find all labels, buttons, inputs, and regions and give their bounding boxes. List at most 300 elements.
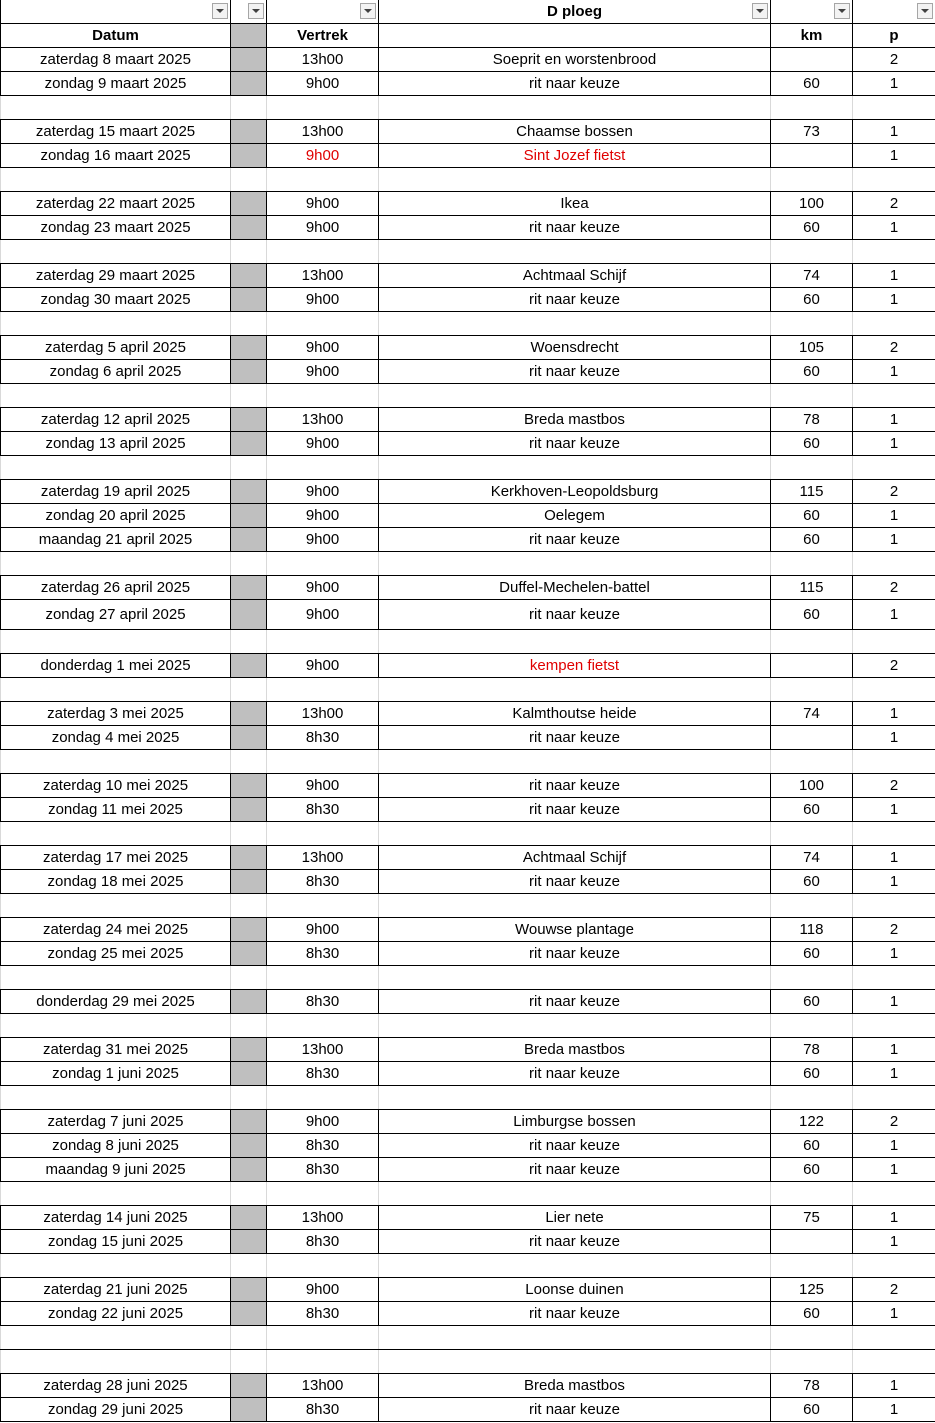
empty-cell bbox=[771, 552, 853, 576]
p-cell: 2 bbox=[853, 48, 935, 72]
km-cell bbox=[771, 654, 853, 678]
gray-cell bbox=[231, 942, 267, 966]
datum-cell: zondag 8 juni 2025 bbox=[1, 1134, 231, 1158]
route-cell: Achtmaal Schijf bbox=[379, 264, 771, 288]
p-cell: 2 bbox=[853, 774, 935, 798]
gray-cell bbox=[231, 990, 267, 1014]
vertrek-cell: 9h00 bbox=[267, 528, 379, 552]
p-cell: 1 bbox=[853, 942, 935, 966]
route-cell: Oelegem bbox=[379, 504, 771, 528]
vertrek-cell: 9h00 bbox=[267, 144, 379, 168]
p-cell: 1 bbox=[853, 798, 935, 822]
datum-cell: zondag 22 juni 2025 bbox=[1, 1302, 231, 1326]
gray-cell bbox=[231, 774, 267, 798]
empty-cell bbox=[267, 1182, 379, 1206]
route-cell: Sint Jozef fietst bbox=[379, 144, 771, 168]
vertrek-cell: 8h30 bbox=[267, 726, 379, 750]
empty-cell bbox=[231, 384, 267, 408]
datum-cell: zaterdag 15 maart 2025 bbox=[1, 120, 231, 144]
route-cell: Achtmaal Schijf bbox=[379, 846, 771, 870]
empty-cell bbox=[853, 240, 935, 264]
empty-cell bbox=[231, 312, 267, 336]
empty-cell bbox=[771, 96, 853, 120]
table-row bbox=[1, 600, 935, 630]
datum-cell: zaterdag 22 maart 2025 bbox=[1, 192, 231, 216]
km-cell: 60 bbox=[771, 1134, 853, 1158]
route-cell: rit naar keuze bbox=[379, 432, 771, 456]
vertrek-cell: 9h00 bbox=[267, 432, 379, 456]
datum-cell: zaterdag 24 mei 2025 bbox=[1, 918, 231, 942]
empty-cell bbox=[1, 894, 231, 918]
route-cell: Loonse duinen bbox=[379, 1278, 771, 1302]
empty-cell bbox=[1, 168, 231, 192]
empty-cell bbox=[853, 1326, 935, 1350]
gray-cell bbox=[231, 120, 267, 144]
km-cell: 60 bbox=[771, 1158, 853, 1182]
empty-cell bbox=[379, 966, 771, 990]
empty-cell bbox=[379, 894, 771, 918]
vertrek-cell: 13h00 bbox=[267, 702, 379, 726]
p-cell: 1 bbox=[853, 120, 935, 144]
gray-cell bbox=[231, 360, 267, 384]
gray-cell bbox=[231, 336, 267, 360]
route-cell: Soeprit en worstenbrood bbox=[379, 48, 771, 72]
route-cell: rit naar keuze bbox=[379, 600, 771, 630]
filter-dropdown-button[interactable] bbox=[752, 3, 768, 19]
p-cell: 1 bbox=[853, 1302, 935, 1326]
empty-cell bbox=[771, 1326, 853, 1350]
p-cell: 1 bbox=[853, 726, 935, 750]
p-cell: 1 bbox=[853, 1062, 935, 1086]
empty-cell bbox=[853, 678, 935, 702]
km-cell: 60 bbox=[771, 360, 853, 384]
empty-cell bbox=[853, 312, 935, 336]
empty-cell bbox=[771, 312, 853, 336]
empty-cell bbox=[267, 552, 379, 576]
table-row bbox=[1, 480, 935, 504]
route-cell: rit naar keuze bbox=[379, 288, 771, 312]
p-cell: 1 bbox=[853, 432, 935, 456]
empty-cell bbox=[379, 240, 771, 264]
p-cell: 2 bbox=[853, 480, 935, 504]
vertrek-cell: 9h00 bbox=[267, 480, 379, 504]
gray-cell bbox=[231, 264, 267, 288]
gray-cell bbox=[231, 1062, 267, 1086]
table-row bbox=[1, 1230, 935, 1254]
p-cell: 1 bbox=[853, 1230, 935, 1254]
km-cell: 78 bbox=[771, 1374, 853, 1398]
empty-cell bbox=[379, 1326, 771, 1350]
gray-cell bbox=[231, 1230, 267, 1254]
route-cell: Kerkhoven-Leopoldsburg bbox=[379, 480, 771, 504]
empty-cell bbox=[231, 966, 267, 990]
p-cell: 1 bbox=[853, 870, 935, 894]
empty-cell bbox=[231, 1014, 267, 1038]
vertrek-cell: 8h30 bbox=[267, 1134, 379, 1158]
empty-cell bbox=[231, 1254, 267, 1278]
p-cell: 1 bbox=[853, 600, 935, 630]
km-cell: 75 bbox=[771, 1206, 853, 1230]
empty-cell bbox=[267, 1086, 379, 1110]
table-row bbox=[1, 1110, 935, 1134]
empty-cell bbox=[231, 630, 267, 654]
sheet-title-cell bbox=[379, 0, 771, 24]
empty-cell bbox=[771, 456, 853, 480]
km-cell: 100 bbox=[771, 192, 853, 216]
filter-dropdown-button[interactable] bbox=[917, 3, 933, 19]
table-row bbox=[1, 1374, 935, 1398]
spacer-row bbox=[1, 750, 935, 774]
p-cell: 1 bbox=[853, 1398, 935, 1422]
filter-cell-datum bbox=[1, 0, 231, 24]
datum-cell: zaterdag 29 maart 2025 bbox=[1, 264, 231, 288]
empty-cell bbox=[853, 1086, 935, 1110]
route-cell: rit naar keuze bbox=[379, 870, 771, 894]
empty-cell bbox=[853, 1182, 935, 1206]
table-row bbox=[1, 654, 935, 678]
route-cell: Breda mastbos bbox=[379, 1374, 771, 1398]
spacer-row bbox=[1, 894, 935, 918]
vertrek-cell: 13h00 bbox=[267, 1206, 379, 1230]
table-row bbox=[1, 846, 935, 870]
p-cell: 1 bbox=[853, 144, 935, 168]
route-cell: Limburgse bossen bbox=[379, 1110, 771, 1134]
header-km: km bbox=[771, 24, 853, 48]
empty-cell bbox=[853, 456, 935, 480]
empty-cell bbox=[771, 1086, 853, 1110]
route-cell: rit naar keuze bbox=[379, 726, 771, 750]
table-row bbox=[1, 1134, 935, 1158]
spacer-row bbox=[1, 966, 935, 990]
datum-cell: zondag 13 april 2025 bbox=[1, 432, 231, 456]
filter-row bbox=[1, 0, 935, 24]
header-gray-cell bbox=[231, 24, 267, 48]
empty-cell bbox=[231, 1326, 267, 1350]
spacer-row bbox=[1, 1182, 935, 1206]
km-cell: 60 bbox=[771, 990, 853, 1014]
p-cell: 1 bbox=[853, 1206, 935, 1230]
header-row bbox=[1, 24, 935, 48]
km-cell: 60 bbox=[771, 600, 853, 630]
chevron-down-icon bbox=[216, 9, 224, 13]
vertrek-cell: 9h00 bbox=[267, 576, 379, 600]
empty-cell bbox=[267, 750, 379, 774]
datum-cell: zaterdag 8 maart 2025 bbox=[1, 48, 231, 72]
table-row bbox=[1, 432, 935, 456]
empty-cell bbox=[379, 1182, 771, 1206]
gray-cell bbox=[231, 72, 267, 96]
gray-cell bbox=[231, 870, 267, 894]
table-row bbox=[1, 48, 935, 72]
empty-cell bbox=[771, 822, 853, 846]
p-cell: 1 bbox=[853, 264, 935, 288]
datum-cell: zondag 29 juni 2025 bbox=[1, 1398, 231, 1422]
gray-cell bbox=[231, 798, 267, 822]
table-row bbox=[1, 288, 935, 312]
datum-cell: donderdag 1 mei 2025 bbox=[1, 654, 231, 678]
gray-cell bbox=[231, 216, 267, 240]
km-cell: 60 bbox=[771, 216, 853, 240]
spacer-row bbox=[1, 456, 935, 480]
p-cell: 2 bbox=[853, 336, 935, 360]
vertrek-cell: 9h00 bbox=[267, 192, 379, 216]
datum-cell: maandag 9 juni 2025 bbox=[1, 1158, 231, 1182]
datum-cell: zaterdag 10 mei 2025 bbox=[1, 774, 231, 798]
header-route bbox=[379, 24, 771, 48]
vertrek-cell: 8h30 bbox=[267, 1230, 379, 1254]
empty-cell bbox=[853, 1350, 935, 1374]
empty-cell bbox=[379, 312, 771, 336]
table-row bbox=[1, 144, 935, 168]
empty-cell bbox=[267, 456, 379, 480]
km-cell: 78 bbox=[771, 408, 853, 432]
table-row bbox=[1, 990, 935, 1014]
datum-cell: zondag 6 april 2025 bbox=[1, 360, 231, 384]
gray-cell bbox=[231, 1278, 267, 1302]
p-cell: 2 bbox=[853, 1110, 935, 1134]
empty-cell bbox=[1, 1014, 231, 1038]
gray-cell bbox=[231, 192, 267, 216]
km-cell: 100 bbox=[771, 774, 853, 798]
empty-cell bbox=[1, 1254, 231, 1278]
chevron-down-icon bbox=[756, 9, 764, 13]
empty-cell bbox=[267, 1326, 379, 1350]
datum-cell: zaterdag 28 juni 2025 bbox=[1, 1374, 231, 1398]
route-cell: rit naar keuze bbox=[379, 1062, 771, 1086]
gray-cell bbox=[231, 1206, 267, 1230]
empty-cell bbox=[267, 966, 379, 990]
gray-cell bbox=[231, 1038, 267, 1062]
filter-cell-gray bbox=[231, 0, 267, 24]
vertrek-cell: 8h30 bbox=[267, 990, 379, 1014]
vertrek-cell: 13h00 bbox=[267, 48, 379, 72]
empty-cell bbox=[267, 678, 379, 702]
empty-cell bbox=[853, 168, 935, 192]
vertrek-cell: 8h30 bbox=[267, 798, 379, 822]
gray-cell bbox=[231, 918, 267, 942]
empty-cell bbox=[379, 552, 771, 576]
gray-cell bbox=[231, 48, 267, 72]
spacer-row bbox=[1, 552, 935, 576]
route-cell: rit naar keuze bbox=[379, 360, 771, 384]
route-cell: kempen fietst bbox=[379, 654, 771, 678]
table-row bbox=[1, 798, 935, 822]
empty-cell bbox=[771, 750, 853, 774]
p-cell: 1 bbox=[853, 990, 935, 1014]
p-cell: 1 bbox=[853, 1134, 935, 1158]
route-cell: rit naar keuze bbox=[379, 774, 771, 798]
table-row bbox=[1, 336, 935, 360]
gray-cell bbox=[231, 1374, 267, 1398]
vertrek-cell: 9h00 bbox=[267, 1110, 379, 1134]
km-cell: 60 bbox=[771, 1398, 853, 1422]
route-cell: Ikea bbox=[379, 192, 771, 216]
filter-cell-km bbox=[771, 0, 853, 24]
gray-cell bbox=[231, 504, 267, 528]
spacer-row bbox=[1, 384, 935, 408]
gray-cell bbox=[231, 408, 267, 432]
spacer-row bbox=[1, 96, 935, 120]
empty-cell bbox=[1, 1326, 231, 1350]
datum-cell: zaterdag 21 juni 2025 bbox=[1, 1278, 231, 1302]
route-cell: rit naar keuze bbox=[379, 528, 771, 552]
gray-cell bbox=[231, 432, 267, 456]
spacer-row bbox=[1, 240, 935, 264]
table-row bbox=[1, 120, 935, 144]
route-cell: Woensdrecht bbox=[379, 336, 771, 360]
vertrek-cell: 13h00 bbox=[267, 1038, 379, 1062]
empty-cell bbox=[379, 630, 771, 654]
route-cell: rit naar keuze bbox=[379, 1158, 771, 1182]
chevron-down-icon bbox=[921, 9, 929, 13]
table-row bbox=[1, 192, 935, 216]
filter-dropdown-button[interactable] bbox=[212, 3, 228, 19]
empty-cell bbox=[379, 168, 771, 192]
route-cell: rit naar keuze bbox=[379, 1302, 771, 1326]
table-row bbox=[1, 360, 935, 384]
p-cell: 1 bbox=[853, 72, 935, 96]
empty-cell bbox=[267, 1350, 379, 1374]
vertrek-cell: 8h30 bbox=[267, 1398, 379, 1422]
table-row bbox=[1, 408, 935, 432]
empty-cell bbox=[231, 1350, 267, 1374]
datum-cell: zaterdag 5 april 2025 bbox=[1, 336, 231, 360]
route-cell: Chaamse bossen bbox=[379, 120, 771, 144]
empty-cell bbox=[853, 966, 935, 990]
datum-cell: zondag 18 mei 2025 bbox=[1, 870, 231, 894]
empty-cell bbox=[1, 822, 231, 846]
empty-cell bbox=[267, 96, 379, 120]
filter-dropdown-button[interactable] bbox=[360, 3, 376, 19]
spacer-row bbox=[1, 1086, 935, 1110]
empty-cell bbox=[231, 1086, 267, 1110]
vertrek-cell: 13h00 bbox=[267, 1374, 379, 1398]
datum-cell: zaterdag 26 april 2025 bbox=[1, 576, 231, 600]
route-cell: rit naar keuze bbox=[379, 1398, 771, 1422]
empty-cell bbox=[771, 1254, 853, 1278]
spacer-row bbox=[1, 1350, 935, 1374]
empty-cell bbox=[231, 552, 267, 576]
table-row bbox=[1, 918, 935, 942]
empty-cell bbox=[267, 1254, 379, 1278]
empty-cell bbox=[771, 240, 853, 264]
empty-cell bbox=[1, 312, 231, 336]
km-cell: 60 bbox=[771, 1302, 853, 1326]
gray-cell bbox=[231, 528, 267, 552]
empty-cell bbox=[1, 1182, 231, 1206]
p-cell: 1 bbox=[853, 1158, 935, 1182]
sheet-title: D ploeg bbox=[547, 3, 602, 20]
table-row bbox=[1, 726, 935, 750]
datum-cell: zondag 20 april 2025 bbox=[1, 504, 231, 528]
km-cell bbox=[771, 48, 853, 72]
route-cell: rit naar keuze bbox=[379, 1134, 771, 1158]
route-cell: Lier nete bbox=[379, 1206, 771, 1230]
empty-cell bbox=[231, 456, 267, 480]
table-row bbox=[1, 72, 935, 96]
datum-cell: zaterdag 19 april 2025 bbox=[1, 480, 231, 504]
empty-cell bbox=[379, 822, 771, 846]
gray-cell bbox=[231, 1302, 267, 1326]
empty-cell bbox=[231, 1182, 267, 1206]
p-cell: 2 bbox=[853, 192, 935, 216]
p-cell: 2 bbox=[853, 576, 935, 600]
datum-cell: zondag 30 maart 2025 bbox=[1, 288, 231, 312]
route-cell: rit naar keuze bbox=[379, 798, 771, 822]
km-cell: 118 bbox=[771, 918, 853, 942]
empty-cell bbox=[1, 552, 231, 576]
datum-cell: zaterdag 17 mei 2025 bbox=[1, 846, 231, 870]
spacer-row bbox=[1, 1254, 935, 1278]
header-datum: Datum bbox=[1, 24, 231, 48]
empty-cell bbox=[379, 750, 771, 774]
empty-cell bbox=[231, 894, 267, 918]
empty-cell bbox=[771, 1182, 853, 1206]
p-cell: 1 bbox=[853, 1374, 935, 1398]
table-row bbox=[1, 1278, 935, 1302]
km-cell: 60 bbox=[771, 72, 853, 96]
datum-cell: maandag 21 april 2025 bbox=[1, 528, 231, 552]
datum-cell: zondag 1 juni 2025 bbox=[1, 1062, 231, 1086]
table-row bbox=[1, 774, 935, 798]
filter-dropdown-button[interactable] bbox=[834, 3, 850, 19]
km-cell: 78 bbox=[771, 1038, 853, 1062]
empty-cell bbox=[379, 1254, 771, 1278]
filter-cell-p bbox=[853, 0, 935, 24]
vertrek-cell: 8h30 bbox=[267, 1302, 379, 1326]
km-cell: 60 bbox=[771, 798, 853, 822]
km-cell: 74 bbox=[771, 702, 853, 726]
empty-cell bbox=[1, 630, 231, 654]
empty-cell bbox=[231, 96, 267, 120]
vertrek-cell: 9h00 bbox=[267, 288, 379, 312]
p-cell: 1 bbox=[853, 846, 935, 870]
gray-cell bbox=[231, 1398, 267, 1422]
route-cell: rit naar keuze bbox=[379, 72, 771, 96]
km-cell: 60 bbox=[771, 528, 853, 552]
table-row bbox=[1, 1206, 935, 1230]
empty-cell bbox=[853, 552, 935, 576]
p-cell: 2 bbox=[853, 918, 935, 942]
p-cell: 1 bbox=[853, 504, 935, 528]
gray-cell bbox=[231, 480, 267, 504]
km-cell: 115 bbox=[771, 576, 853, 600]
empty-cell bbox=[1, 456, 231, 480]
gray-cell bbox=[231, 846, 267, 870]
gray-cell bbox=[231, 1110, 267, 1134]
vertrek-cell: 9h00 bbox=[267, 360, 379, 384]
vertrek-cell: 9h00 bbox=[267, 72, 379, 96]
route-cell: rit naar keuze bbox=[379, 216, 771, 240]
empty-cell bbox=[1, 96, 231, 120]
p-cell: 1 bbox=[853, 702, 935, 726]
gray-cell bbox=[231, 288, 267, 312]
spacer-row bbox=[1, 630, 935, 654]
chevron-down-icon bbox=[252, 9, 260, 13]
vertrek-cell: 9h00 bbox=[267, 918, 379, 942]
spacer-row bbox=[1, 312, 935, 336]
km-cell: 73 bbox=[771, 120, 853, 144]
table-row bbox=[1, 1038, 935, 1062]
table-row bbox=[1, 504, 935, 528]
table-row bbox=[1, 264, 935, 288]
km-cell: 74 bbox=[771, 846, 853, 870]
filter-dropdown-button[interactable] bbox=[248, 3, 264, 19]
p-cell: 2 bbox=[853, 654, 935, 678]
empty-cell bbox=[771, 894, 853, 918]
gray-cell bbox=[231, 144, 267, 168]
empty-cell bbox=[771, 168, 853, 192]
